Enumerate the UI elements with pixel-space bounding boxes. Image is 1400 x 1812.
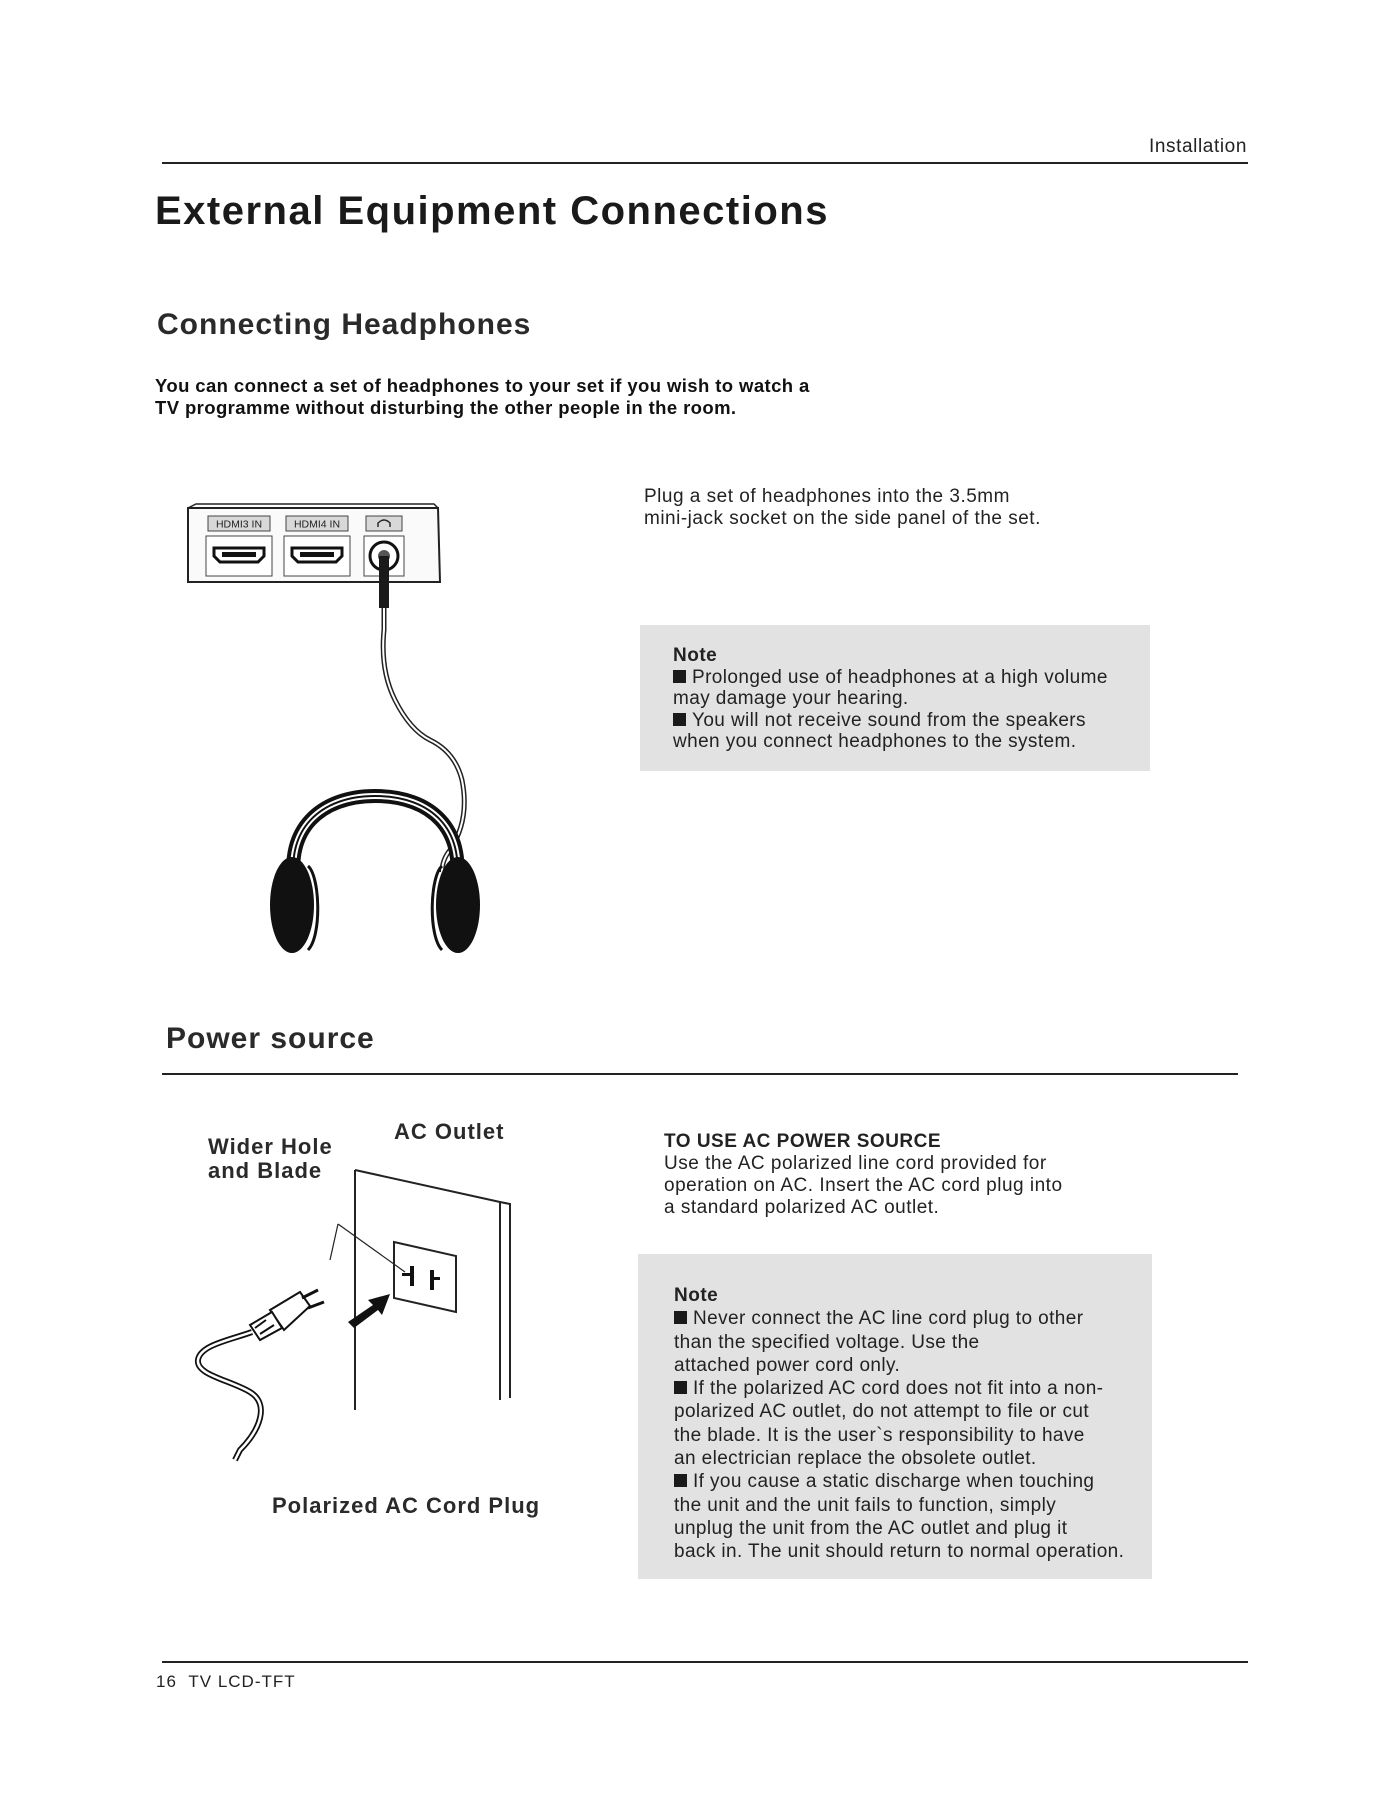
footer-rule: [162, 1661, 1248, 1663]
note-line: the blade. It is the user`s responsibility to have: [674, 1424, 1085, 1446]
headphones-instruction: [644, 486, 1041, 530]
note-title: Note: [673, 645, 718, 666]
note-line: when you connect headphones to the system.: [673, 731, 1077, 752]
note-line: back in. The unit should return to normal operation.: [674, 1541, 1125, 1563]
ac-instruction-line: operation on AC. Insert the AC cord plug into: [664, 1175, 1063, 1196]
note-line: may damage your hearing.: [673, 688, 909, 709]
note-title: Note: [674, 1285, 719, 1306]
power-note: [638, 1254, 1152, 1579]
page-title: External Equipment Connections: [155, 189, 829, 233]
intro-line: You can connect a set of headphones to your set if you wish to watch a: [155, 375, 810, 396]
page-number: 16: [156, 1672, 177, 1691]
instruction-line: mini-jack socket on the side panel of the set.: [644, 508, 1041, 529]
note-line: an electrician replace the obsolete outlet.: [674, 1448, 1037, 1470]
ac-outlet-label: AC Outlet: [394, 1119, 505, 1144]
wider-hole-label: Wider Hole and Blade: [208, 1134, 333, 1183]
hdmi4-label: HDMI4 IN: [293, 518, 341, 531]
hdmi3-label: HDMI3 IN: [215, 518, 263, 531]
instruction-line: Plug a set of headphones into the 3.5mm: [644, 486, 1010, 507]
bullet-icon: [673, 670, 686, 683]
product-name: TV LCD-TFT: [188, 1672, 296, 1691]
headphones-illustration: [180, 500, 520, 960]
note-line: unplug the unit from the AC outlet and plug it: [674, 1517, 1068, 1539]
ear-cup-right: [436, 857, 480, 953]
page-footer: [156, 1672, 296, 1692]
bullet-icon: [674, 1311, 687, 1324]
power-heading: Power source: [166, 1022, 375, 1055]
hdmi4-port: [284, 516, 350, 576]
headphone-plug: [379, 556, 389, 608]
ac-instructions: [664, 1153, 1063, 1219]
cord-plug-label: Polarized AC Cord Plug: [272, 1493, 541, 1518]
note-line: polarized AC outlet, do not attempt to file or cut: [674, 1401, 1090, 1423]
section-label: Installation: [1148, 136, 1247, 157]
intro-line: TV programme without disturbing the other people in the room.: [155, 397, 737, 418]
hdmi3-port: [206, 516, 272, 576]
ac-outlet: [394, 1242, 456, 1312]
headphones-intro: [155, 375, 810, 419]
note-line: than the specified voltage. Use the: [674, 1331, 980, 1353]
bullet-icon: [674, 1474, 687, 1487]
ac-instruction-line: Use the AC polarized line cord provided for: [664, 1153, 1047, 1174]
bullet-icon: [674, 1381, 687, 1394]
note-line: If you cause a static discharge when touching: [674, 1470, 1124, 1493]
note-line: Never connect the AC line cord plug to other: [674, 1307, 1124, 1330]
note-line: attached power cord only.: [674, 1354, 901, 1376]
note-line: You will not receive sound from the speakers: [673, 710, 1108, 732]
power-rule: [162, 1073, 1238, 1075]
bullet-icon: [673, 713, 686, 726]
ear-cup-left: [270, 857, 314, 953]
headphones-heading: Connecting Headphones: [157, 308, 532, 341]
ac-instructions-title: TO USE AC POWER SOURCE: [664, 1131, 942, 1152]
note-line: If the polarized AC cord does not fit into a non-: [674, 1377, 1124, 1400]
note-line: the unit and the unit fails to function, simply: [674, 1494, 1057, 1516]
ac-cord: [198, 1332, 261, 1460]
header-rule: [162, 162, 1248, 164]
ac-outlet-illustration: [190, 1160, 530, 1470]
ac-instruction-line: a standard polarized AC outlet.: [664, 1197, 940, 1218]
headphones-note: [640, 625, 1150, 771]
note-line: Prolonged use of headphones at a high volume: [673, 667, 1108, 689]
